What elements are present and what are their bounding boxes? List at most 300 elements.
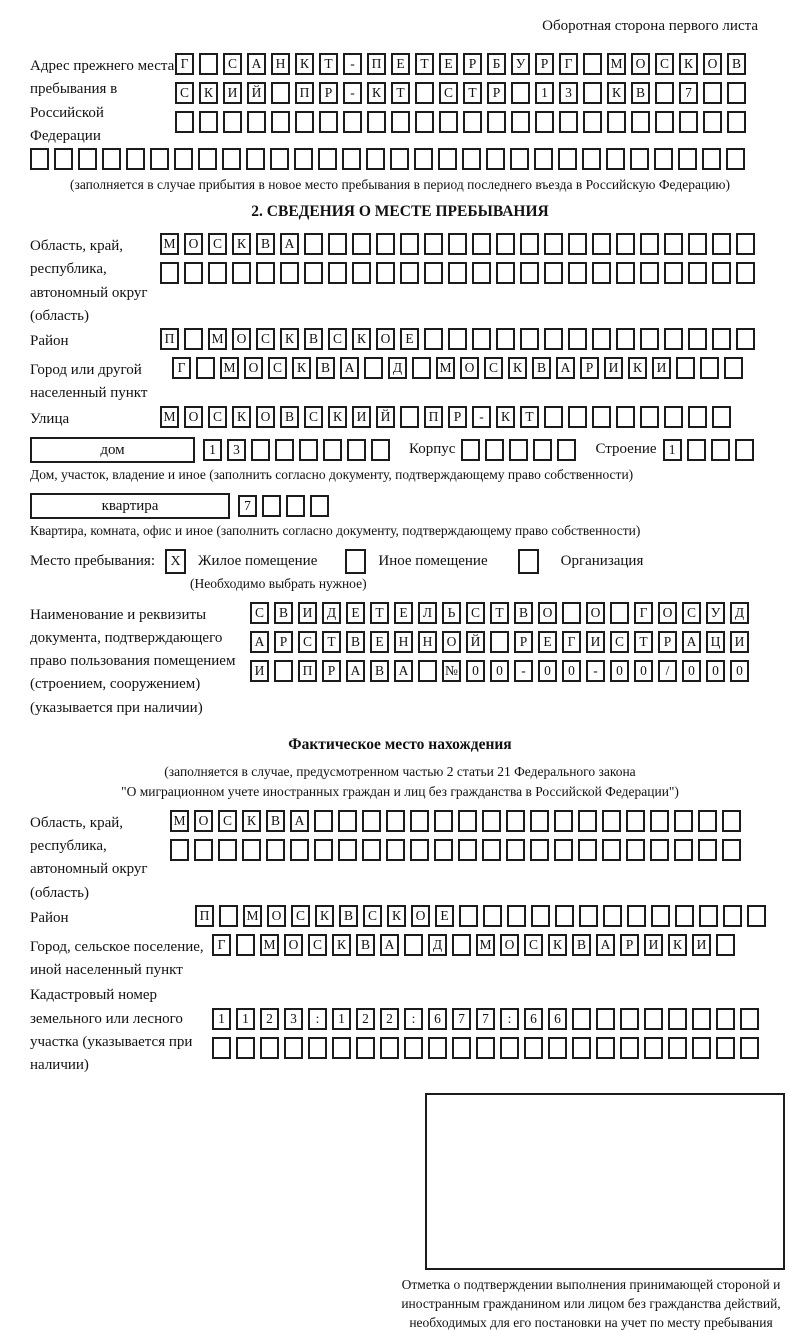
char-box[interactable]: 3 xyxy=(284,1008,303,1030)
char-box[interactable] xyxy=(318,148,337,170)
char-box[interactable] xyxy=(578,839,597,861)
char-box[interactable] xyxy=(219,905,238,927)
char-box[interactable] xyxy=(740,1037,759,1059)
char-box[interactable]: С xyxy=(308,934,327,956)
char-box[interactable]: М xyxy=(243,905,262,927)
char-box[interactable] xyxy=(592,406,611,428)
char-box[interactable]: С xyxy=(208,406,227,428)
char-box[interactable]: И xyxy=(652,357,671,379)
char-box[interactable] xyxy=(655,82,674,104)
char-box[interactable] xyxy=(655,111,674,133)
char-box[interactable]: С xyxy=(484,357,503,379)
char-box[interactable]: Р xyxy=(463,53,482,75)
char-box[interactable] xyxy=(194,839,213,861)
char-box[interactable]: М xyxy=(220,357,239,379)
char-box[interactable]: С xyxy=(524,934,543,956)
char-box[interactable]: М xyxy=(170,810,189,832)
char-box[interactable]: Л xyxy=(418,602,437,624)
char-box[interactable] xyxy=(616,233,635,255)
char-box[interactable] xyxy=(198,148,217,170)
char-box[interactable]: С xyxy=(363,905,382,927)
char-box[interactable]: В xyxy=(631,82,650,104)
char-box[interactable]: К xyxy=(607,82,626,104)
char-box[interactable]: Е xyxy=(370,631,389,653)
char-box[interactable]: К xyxy=(328,406,347,428)
char-box[interactable] xyxy=(676,357,695,379)
char-box[interactable] xyxy=(692,1008,711,1030)
char-box[interactable] xyxy=(367,111,386,133)
char-box[interactable] xyxy=(603,905,622,927)
char-box[interactable] xyxy=(703,111,722,133)
char-box[interactable]: 1 xyxy=(212,1008,231,1030)
char-box[interactable]: О xyxy=(184,233,203,255)
char-box[interactable] xyxy=(533,439,552,461)
char-box[interactable]: О xyxy=(411,905,430,927)
char-box[interactable]: С xyxy=(291,905,310,927)
char-box[interactable]: К xyxy=(352,328,371,350)
char-box[interactable] xyxy=(319,111,338,133)
char-box[interactable] xyxy=(256,262,275,284)
char-box[interactable]: А xyxy=(380,934,399,956)
char-box[interactable] xyxy=(102,148,121,170)
char-box[interactable] xyxy=(304,233,323,255)
char-box[interactable]: - xyxy=(586,660,605,682)
char-box[interactable] xyxy=(712,233,731,255)
char-box[interactable]: А xyxy=(682,631,701,653)
char-box[interactable]: О xyxy=(232,328,251,350)
char-box[interactable] xyxy=(722,810,741,832)
char-box[interactable] xyxy=(716,934,735,956)
char-box[interactable] xyxy=(722,839,741,861)
char-box[interactable] xyxy=(418,660,437,682)
char-box[interactable]: И xyxy=(730,631,749,653)
char-box[interactable]: М xyxy=(160,233,179,255)
char-box[interactable] xyxy=(535,111,554,133)
char-box[interactable]: 3 xyxy=(227,439,246,461)
char-box[interactable] xyxy=(651,905,670,927)
char-box[interactable]: И xyxy=(692,934,711,956)
char-box[interactable]: П xyxy=(295,82,314,104)
char-box[interactable] xyxy=(236,934,255,956)
char-box[interactable] xyxy=(439,111,458,133)
char-box[interactable]: С xyxy=(208,233,227,255)
char-box[interactable]: 0 xyxy=(730,660,749,682)
char-box[interactable] xyxy=(170,839,189,861)
char-box[interactable] xyxy=(386,810,405,832)
char-box[interactable]: О xyxy=(586,602,605,624)
char-box[interactable] xyxy=(654,148,673,170)
char-box[interactable]: И xyxy=(223,82,242,104)
char-box[interactable]: 7 xyxy=(679,82,698,104)
char-box[interactable] xyxy=(404,1037,423,1059)
char-box[interactable]: В xyxy=(572,934,591,956)
char-box[interactable] xyxy=(700,357,719,379)
char-box[interactable] xyxy=(274,660,293,682)
char-box[interactable] xyxy=(668,1037,687,1059)
char-box[interactable] xyxy=(698,810,717,832)
char-box[interactable]: Р xyxy=(580,357,599,379)
char-box[interactable] xyxy=(644,1037,663,1059)
char-box[interactable] xyxy=(562,602,581,624)
char-box[interactable] xyxy=(500,1037,519,1059)
char-box[interactable]: К xyxy=(496,406,515,428)
char-box[interactable] xyxy=(362,839,381,861)
char-box[interactable] xyxy=(616,328,635,350)
char-box[interactable]: П xyxy=(367,53,386,75)
char-box[interactable] xyxy=(390,148,409,170)
char-box[interactable] xyxy=(736,233,755,255)
char-box[interactable] xyxy=(376,262,395,284)
char-box[interactable] xyxy=(347,439,366,461)
char-box[interactable]: Ц xyxy=(706,631,725,653)
char-box[interactable]: 1 xyxy=(535,82,554,104)
char-box[interactable]: Р xyxy=(514,631,533,653)
char-box[interactable]: К xyxy=(280,328,299,350)
char-box[interactable]: И xyxy=(298,602,317,624)
char-box[interactable] xyxy=(485,439,504,461)
char-box[interactable] xyxy=(736,328,755,350)
char-box[interactable] xyxy=(558,148,577,170)
char-box[interactable]: Р xyxy=(319,82,338,104)
char-box[interactable]: К xyxy=(242,810,261,832)
char-box[interactable]: К xyxy=(232,406,251,428)
char-box[interactable]: 2 xyxy=(356,1008,375,1030)
char-box[interactable] xyxy=(362,810,381,832)
char-box[interactable] xyxy=(511,111,530,133)
char-box[interactable]: Й xyxy=(376,406,395,428)
char-box[interactable]: 0 xyxy=(610,660,629,682)
char-box[interactable] xyxy=(452,1037,471,1059)
char-box[interactable]: 7 xyxy=(452,1008,471,1030)
char-box[interactable] xyxy=(506,810,525,832)
char-box[interactable] xyxy=(506,839,525,861)
char-box[interactable] xyxy=(304,262,323,284)
char-box[interactable] xyxy=(400,406,419,428)
char-box[interactable]: : xyxy=(404,1008,423,1030)
char-box[interactable]: С xyxy=(223,53,242,75)
char-box[interactable] xyxy=(610,602,629,624)
char-box[interactable] xyxy=(472,233,491,255)
char-box[interactable] xyxy=(627,905,646,927)
char-box[interactable]: П xyxy=(195,905,214,927)
char-box[interactable] xyxy=(675,905,694,927)
char-box[interactable]: Р xyxy=(535,53,554,75)
char-box[interactable]: К xyxy=(367,82,386,104)
char-box[interactable] xyxy=(482,839,501,861)
char-box[interactable] xyxy=(271,111,290,133)
char-box[interactable]: 6 xyxy=(428,1008,447,1030)
char-box[interactable] xyxy=(607,111,626,133)
char-box[interactable] xyxy=(461,439,480,461)
char-box[interactable] xyxy=(727,82,746,104)
char-box[interactable] xyxy=(507,905,526,927)
char-box[interactable]: 2 xyxy=(380,1008,399,1030)
char-box[interactable] xyxy=(616,262,635,284)
char-box[interactable]: К xyxy=(628,357,647,379)
char-box[interactable]: К xyxy=(332,934,351,956)
char-box[interactable] xyxy=(703,82,722,104)
char-box[interactable]: К xyxy=(199,82,218,104)
char-box[interactable]: И xyxy=(644,934,663,956)
char-box[interactable] xyxy=(490,631,509,653)
char-box[interactable]: 0 xyxy=(562,660,581,682)
char-box[interactable] xyxy=(30,148,49,170)
char-box[interactable]: Т xyxy=(415,53,434,75)
char-box[interactable] xyxy=(310,495,329,517)
char-box[interactable]: Б xyxy=(487,53,506,75)
char-box[interactable] xyxy=(487,111,506,133)
char-box[interactable]: - xyxy=(514,660,533,682)
char-box[interactable]: В xyxy=(532,357,551,379)
char-box[interactable]: В xyxy=(346,631,365,653)
char-box[interactable]: - xyxy=(343,53,362,75)
char-box[interactable]: 0 xyxy=(490,660,509,682)
char-box[interactable]: - xyxy=(472,406,491,428)
char-box[interactable] xyxy=(572,1008,591,1030)
char-box[interactable]: Т xyxy=(319,53,338,75)
char-box[interactable]: 1 xyxy=(332,1008,351,1030)
char-box[interactable] xyxy=(232,262,251,284)
char-box[interactable] xyxy=(314,810,333,832)
char-box[interactable] xyxy=(222,148,241,170)
char-box[interactable]: О xyxy=(658,602,677,624)
char-box[interactable]: № xyxy=(442,660,461,682)
char-box[interactable] xyxy=(568,233,587,255)
char-box[interactable] xyxy=(688,406,707,428)
char-box[interactable] xyxy=(196,357,215,379)
char-box[interactable] xyxy=(356,1037,375,1059)
char-box[interactable] xyxy=(530,810,549,832)
char-box[interactable] xyxy=(726,148,745,170)
char-box[interactable] xyxy=(511,82,530,104)
char-box[interactable] xyxy=(640,233,659,255)
char-box[interactable] xyxy=(524,1037,543,1059)
char-box[interactable] xyxy=(400,233,419,255)
char-box[interactable]: О xyxy=(184,406,203,428)
char-box[interactable] xyxy=(247,111,266,133)
char-box[interactable]: А xyxy=(556,357,575,379)
char-box[interactable]: С xyxy=(466,602,485,624)
char-box[interactable] xyxy=(544,328,563,350)
char-box[interactable] xyxy=(286,495,305,517)
char-box[interactable] xyxy=(582,148,601,170)
char-box[interactable] xyxy=(568,328,587,350)
char-box[interactable] xyxy=(596,1008,615,1030)
char-box[interactable] xyxy=(270,148,289,170)
char-box[interactable] xyxy=(483,905,502,927)
char-box[interactable] xyxy=(534,148,553,170)
char-box[interactable] xyxy=(620,1037,639,1059)
char-box[interactable]: Е xyxy=(400,328,419,350)
char-box[interactable] xyxy=(458,810,477,832)
char-box[interactable] xyxy=(308,1037,327,1059)
char-box[interactable] xyxy=(414,148,433,170)
char-box[interactable]: Н xyxy=(394,631,413,653)
char-box[interactable] xyxy=(380,1037,399,1059)
char-box[interactable] xyxy=(650,839,669,861)
char-box[interactable]: М xyxy=(260,934,279,956)
char-box[interactable] xyxy=(126,148,145,170)
char-box[interactable] xyxy=(184,262,203,284)
char-box[interactable] xyxy=(242,839,261,861)
char-box[interactable] xyxy=(404,934,423,956)
char-box[interactable] xyxy=(371,439,390,461)
char-box[interactable] xyxy=(496,262,515,284)
char-box[interactable] xyxy=(724,357,743,379)
char-box[interactable] xyxy=(212,1037,231,1059)
char-box[interactable]: В xyxy=(274,602,293,624)
char-box[interactable]: / xyxy=(658,660,677,682)
char-box[interactable] xyxy=(530,839,549,861)
char-box[interactable] xyxy=(554,810,573,832)
char-box[interactable] xyxy=(723,905,742,927)
char-box[interactable]: О xyxy=(284,934,303,956)
char-box[interactable]: П xyxy=(424,406,443,428)
char-box[interactable] xyxy=(544,406,563,428)
char-box[interactable]: В xyxy=(356,934,375,956)
char-box[interactable] xyxy=(592,328,611,350)
char-box[interactable] xyxy=(458,839,477,861)
char-box[interactable]: Д xyxy=(388,357,407,379)
char-box[interactable] xyxy=(208,262,227,284)
char-box[interactable] xyxy=(626,839,645,861)
char-box[interactable] xyxy=(712,328,731,350)
char-box[interactable] xyxy=(687,439,706,461)
char-box[interactable]: Р xyxy=(658,631,677,653)
char-box[interactable] xyxy=(630,148,649,170)
char-box[interactable]: Й xyxy=(466,631,485,653)
char-box[interactable]: А xyxy=(340,357,359,379)
char-box[interactable]: В xyxy=(304,328,323,350)
char-box[interactable] xyxy=(520,262,539,284)
char-box[interactable]: 1 xyxy=(663,439,682,461)
char-box[interactable] xyxy=(736,262,755,284)
char-box[interactable] xyxy=(735,439,754,461)
char-box[interactable] xyxy=(674,839,693,861)
char-box[interactable] xyxy=(482,810,501,832)
char-box[interactable]: 7 xyxy=(476,1008,495,1030)
char-box[interactable] xyxy=(54,148,73,170)
char-box[interactable] xyxy=(463,111,482,133)
other-premises-checkbox[interactable] xyxy=(345,549,366,574)
char-box[interactable]: Е xyxy=(439,53,458,75)
char-box[interactable]: А xyxy=(250,631,269,653)
char-box[interactable] xyxy=(323,439,342,461)
char-box[interactable]: А xyxy=(394,660,413,682)
char-box[interactable]: П xyxy=(298,660,317,682)
char-box[interactable]: К xyxy=(548,934,567,956)
char-box[interactable] xyxy=(699,905,718,927)
char-box[interactable]: К xyxy=(295,53,314,75)
char-box[interactable]: Т xyxy=(463,82,482,104)
char-box[interactable]: Г xyxy=(172,357,191,379)
char-box[interactable] xyxy=(218,839,237,861)
char-box[interactable] xyxy=(174,148,193,170)
char-box[interactable]: И xyxy=(604,357,623,379)
char-box[interactable] xyxy=(692,1037,711,1059)
char-box[interactable]: Е xyxy=(391,53,410,75)
char-box[interactable] xyxy=(520,233,539,255)
char-box[interactable] xyxy=(284,1037,303,1059)
char-box[interactable]: О xyxy=(244,357,263,379)
char-box[interactable]: Р xyxy=(448,406,467,428)
char-box[interactable]: Т xyxy=(322,631,341,653)
char-box[interactable]: С xyxy=(304,406,323,428)
char-box[interactable]: Г xyxy=(559,53,578,75)
char-box[interactable]: Р xyxy=(487,82,506,104)
char-box[interactable]: Т xyxy=(391,82,410,104)
char-box[interactable]: А xyxy=(247,53,266,75)
char-box[interactable] xyxy=(711,439,730,461)
char-box[interactable] xyxy=(496,233,515,255)
char-box[interactable]: Й xyxy=(247,82,266,104)
char-box[interactable] xyxy=(644,1008,663,1030)
char-box[interactable]: С xyxy=(256,328,275,350)
char-box[interactable]: Т xyxy=(634,631,653,653)
char-box[interactable] xyxy=(472,328,491,350)
char-box[interactable]: Р xyxy=(620,934,639,956)
char-box[interactable] xyxy=(678,148,697,170)
char-box[interactable] xyxy=(386,839,405,861)
char-box[interactable] xyxy=(448,262,467,284)
char-box[interactable] xyxy=(544,233,563,255)
char-box[interactable]: Д xyxy=(428,934,447,956)
char-box[interactable]: 6 xyxy=(548,1008,567,1030)
char-box[interactable] xyxy=(236,1037,255,1059)
char-box[interactable] xyxy=(246,148,265,170)
char-box[interactable] xyxy=(674,810,693,832)
char-box[interactable] xyxy=(740,1008,759,1030)
char-box[interactable] xyxy=(271,82,290,104)
char-box[interactable]: А xyxy=(346,660,365,682)
char-box[interactable]: К xyxy=(679,53,698,75)
char-box[interactable]: О xyxy=(194,810,213,832)
char-box[interactable] xyxy=(266,839,285,861)
char-box[interactable]: Е xyxy=(346,602,365,624)
char-box[interactable] xyxy=(459,905,478,927)
char-box[interactable]: М xyxy=(160,406,179,428)
char-box[interactable]: Н xyxy=(271,53,290,75)
char-box[interactable] xyxy=(410,839,429,861)
char-box[interactable] xyxy=(664,262,683,284)
char-box[interactable] xyxy=(702,148,721,170)
char-box[interactable] xyxy=(294,148,313,170)
char-box[interactable]: В xyxy=(316,357,335,379)
char-box[interactable] xyxy=(412,357,431,379)
char-box[interactable] xyxy=(531,905,550,927)
char-box[interactable]: 0 xyxy=(538,660,557,682)
char-box[interactable]: О xyxy=(538,602,557,624)
char-box[interactable]: С xyxy=(655,53,674,75)
char-box[interactable] xyxy=(364,357,383,379)
char-box[interactable] xyxy=(747,905,766,927)
char-box[interactable]: : xyxy=(500,1008,519,1030)
char-box[interactable] xyxy=(688,262,707,284)
char-box[interactable]: Т xyxy=(520,406,539,428)
char-box[interactable]: С xyxy=(175,82,194,104)
char-box[interactable] xyxy=(554,839,573,861)
char-box[interactable]: Е xyxy=(394,602,413,624)
char-box[interactable]: О xyxy=(703,53,722,75)
char-box[interactable]: У xyxy=(706,602,725,624)
char-box[interactable] xyxy=(366,148,385,170)
char-box[interactable]: И xyxy=(352,406,371,428)
char-box[interactable] xyxy=(78,148,97,170)
char-box[interactable] xyxy=(400,262,419,284)
char-box[interactable] xyxy=(262,495,281,517)
char-box[interactable]: Р xyxy=(322,660,341,682)
char-box[interactable]: В xyxy=(727,53,746,75)
